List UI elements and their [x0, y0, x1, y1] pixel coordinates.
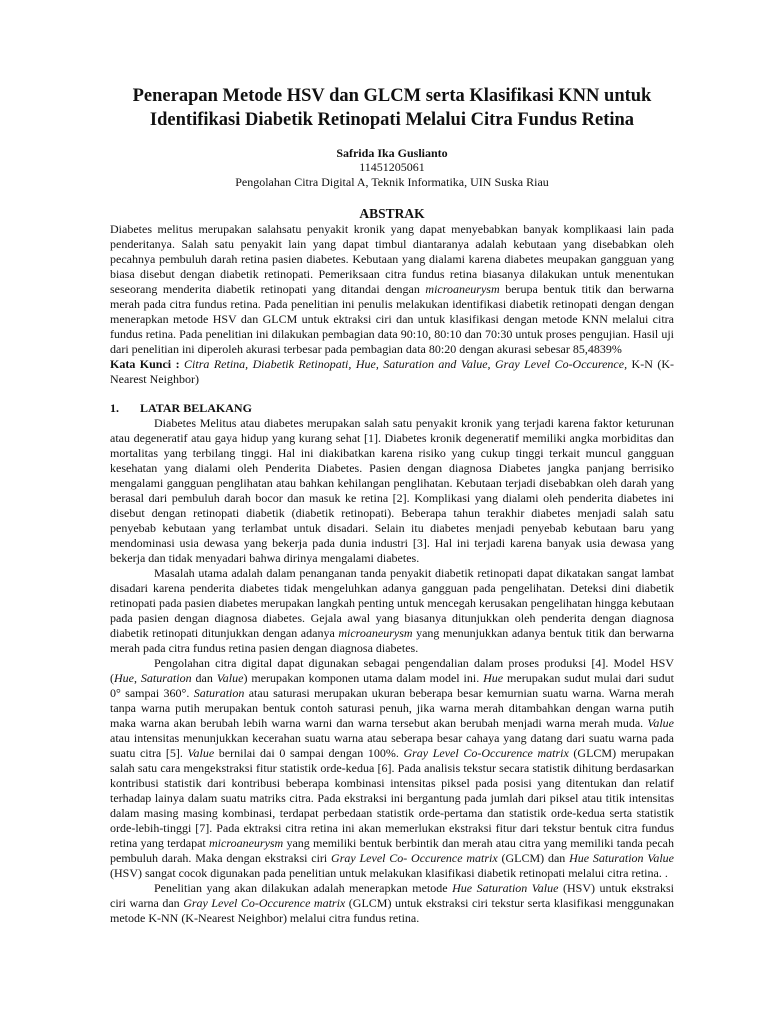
paper-page	[110, 84, 674, 926]
keywords-label: Kata Kunci :	[110, 357, 185, 371]
section-heading	[110, 401, 674, 416]
abstract-block	[110, 222, 674, 387]
section-body	[110, 416, 674, 926]
author-name: Safrida Ika Guslianto	[336, 146, 448, 160]
paragraph-2: Masalah utama adalah dalam penanganan tanda penyakit diabetik retinopati dapat dikatakan sangat lambat disadari karena penderita diabetes tidak mengeluhkan adanya gangguan pada pengelihatan. Deteksi dini diabetik retinopati pada pasien diabetes merupakan langkah penting untuk mencegah kerusakan pengelihatan hingga kebutaan pada pasien dengan diagnosa diabetes. Gejala awal yang biasanya ditunjukkan oleh penderita dengan diagnosa diabetik retinopati ditunjukkan dengan adanya microaneurysm yang menunjukkan adanya bentuk titik dan berwarna merah pada citra fundus retina pasien dengan diagnosa diabetes.	[110, 566, 674, 655]
author-affiliation: Pengolahan Citra Digital A, Teknik Informatika, UIN Suska Riau	[235, 175, 549, 189]
keywords: Kata Kunci : Citra Retina, Diabetik Retinopati, Hue, Saturation and Value, Gray Level Co-Occurence, K-N (K-Nearest Neighbor)	[110, 357, 674, 386]
paragraph-4: Penelitian yang akan dilakukan adalah menerapkan metode Hue Saturation Value (HSV) untuk ekstraksi ciri warna dan Gray Level Co-Occurence matrix (GLCM) untuk ekstraksi ciri tekstur serta klasifikasi menggunakan metode K-NN (K-Nearest Neighbor) melalui citra fundus retina.	[110, 881, 675, 925]
paper-title: Penerapan Metode HSV dan GLCM serta Klasifikasi KNN untuk Identifikasi Diabetik Retinopati Melalui Citra Fundus Retina	[132, 86, 652, 130]
section-number: 1.	[110, 401, 119, 415]
paragraph-1: Diabetes Melitus atau diabetes merupakan salah satu penyakit kronik yang terjadi karena faktor keturunan atau degeneratif atau gaya hidup yang kurang sehat [1]. Diabetes kronik degeneratif memiliki angka morbiditas dan mortalitas yang terbilang tinggi. Hal ini diakibatkan karena risiko yang cukup tinggi terkait muncul gangguan kesehatan yang dialami oleh Penderita Diabetes. Pasien dengan diagnosa Diabetes jangka panjang berrisiko mengalami gangguan penglihatan atau bahkan kehilangan penglihatan. Kebutaan terjadi disebabkan oleh darah yang berasal dari pembuluh darah bocor dan masuk ke retina [2]. Komplikasi yang dialami oleh penderita diabetes ini disebut dengan retinopati diabetik (diabetik retinopati). Beberapa tahun terakhir diabetes menjadi salah satu penyebab kebutaan yang terlambat untuk disadari. Selain itu diabetes menjadi penyebab kebutaan baru yang mendominasi usia dewasa yang bekerja pada dunia industri [3]. Hal ini terjadi karena banyak usia dewasa yang bekerja dan tidak menyadari bahwa dirinya mengalami diabetes.	[110, 416, 674, 565]
abstract-text: Diabetes melitus merupakan salahsatu penyakit kronik yang dapat menyebabkan banyak komplikaasi lain pada penderitanya. Salah satu penyakit lain yang dapat timbul diantaranya adalah kebutaan yang disebabkan oleh pecahnya pembuluh darah retina pasien diabetes. Kebutaan yang dialami karena diabetes meupakan gangguan yang biasa disebut dengan diabetik retinopati. Pemeriksaan citra fundus retina biasanya dilakukan untuk menentukan seseorang menderita diabetik retinopati yang ditandai dengan microaneurysm berupa bentuk titik dan berwarna merah pada citra fundus retina. Pada penelitian ini penulis melakukan identifikasi diabetik retinopati dengan dengan menerapkan metode HSV dan GLCM untuk ektraksi ciri dan untuk klasifikasi dengan metode KNN melalui citra fundus retina. Pada penelitian ini dilakukan pembagian data 90:10, 80:10 dan 70:30 untuk proses pengujian. Hasil uji dari penelitian ini diperoleh akurasi terbesar pada pembagian data 80:20 dengan akurasi sebesar 85,4839%	[110, 222, 675, 356]
author-id: 11451205061	[359, 160, 425, 174]
keywords-list: Citra Retina, Diabetik Retinopati, Hue, Saturation and Value, Gray Level Co-Occurence,	[184, 357, 628, 371]
section-title: LATAR BELAKANG	[140, 401, 252, 415]
paragraph-3: Pengolahan citra digital dapat digunakan sebagai pengendalian dalam proses produksi [4]. Model HSV (Hue, Saturation dan Value) merupakan komponen utama dalam model ini. Hue merupakan sudut mulai dari sudut 0° sampai 360°. Saturation atau saturasi merupakan ukuran beberapa besar kemurnian suatu warna. Warna merah tanpa warna putih merupakan bentuk contoh saturasi penuh, jika warna merah ditambahkan dengan warna putih maka warna akan berubah lebih warna warni dan warna tersebut akan berubah menjadi warna merah muda. Value atau intensitas menunjukkan kecerahan suatu warna atau seberapa besar cahaya yang datang dari suatu warna pada suatu citra [5]. Value bernilai dai 0 sampai dengan 100%. Gray Level Co-Occurence matrix (GLCM) merupakan salah satu cara mengekstraksi fitur statistik orde-kedua [6]. Pada analisis tekstur secara statistik dihitung berdasarkan kontribusi statistik dari kontribusi beberapa kombinasi intensitas piksel pada posisi yang ditentukan dan relatif terhadap lainya dalam suatu matriks citra. Pada ekstraksi ini bergantung pada jumlah dari piksel atau titik intensitas dalam masing masing kombinasi, terdapat perbedaan statistik orde-pertama dan statistik orde-kedua serta statistik orde-lebih-tinggi [7]. Pada ektraksi citra retina ini akan memerlukan ekstraksi fitur dari tekstur bentuk citra fundus retina yang terdapat microaneurysm yang memiliki bentuk berbintik dan merah atau citra yang memiliki tanda pecah pembuluh darah. Maka dengan ekstraksi ciri Gray Level Co- Occurence matrix (GLCM) dan Hue Saturation Value (HSV) sangat cocok digunakan pada penelitian untuk melakukan klasifikasi diabetik retinopati melalui citra retina. .	[110, 656, 675, 880]
abstract-heading: ABSTRAK	[359, 206, 425, 221]
